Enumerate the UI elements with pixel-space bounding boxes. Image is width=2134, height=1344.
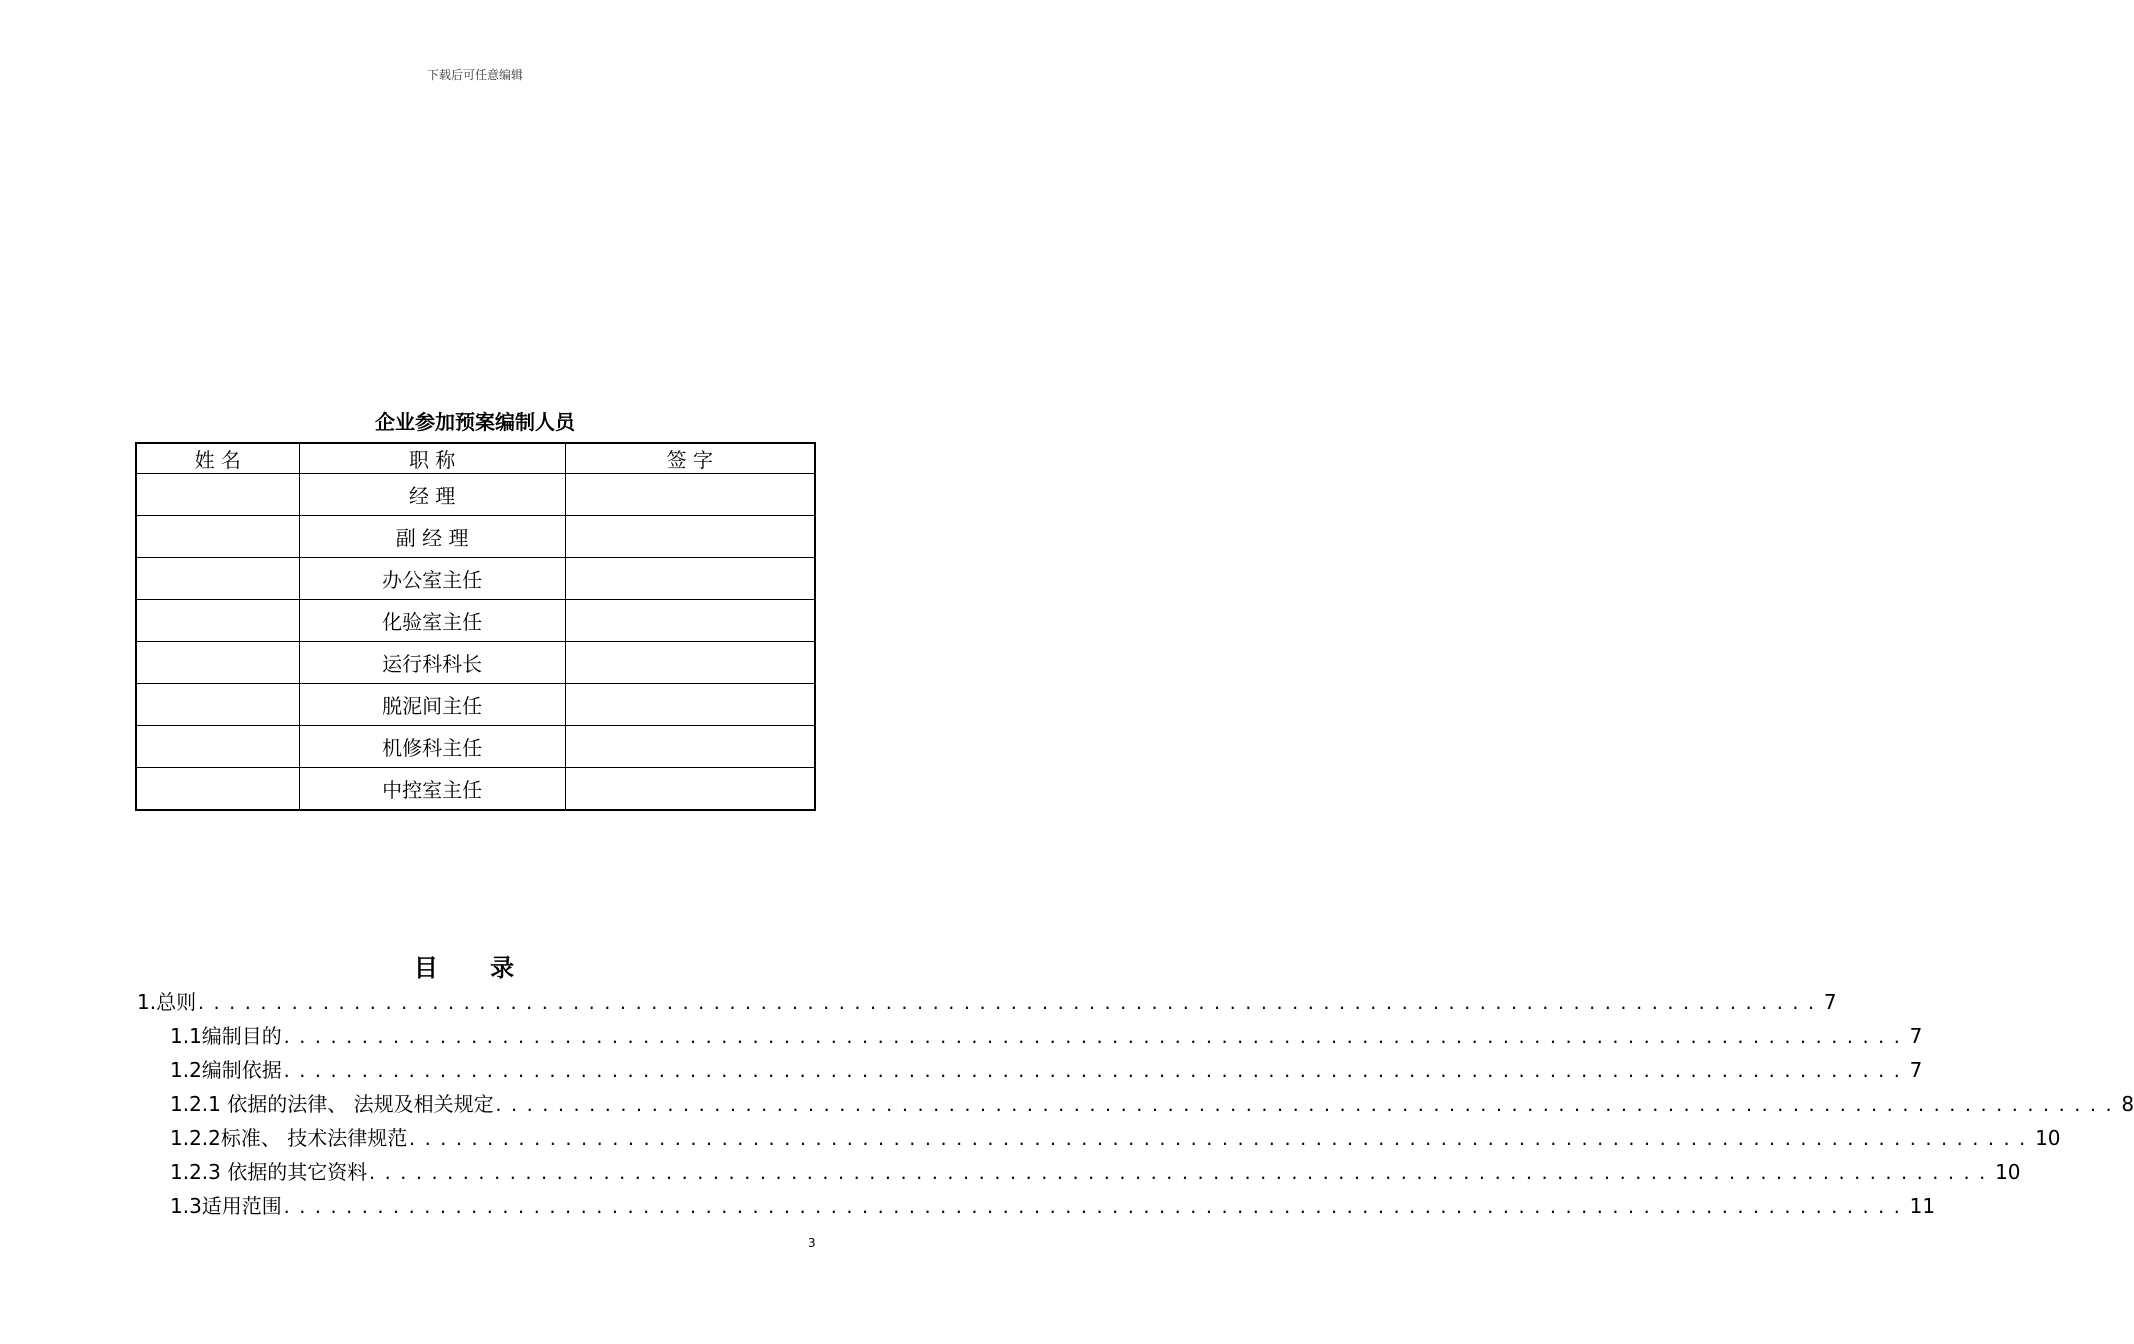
toc-entry[interactable] [170, 1054, 1923, 1084]
name-cell [136, 474, 299, 516]
toc-entry-page: 7 [1909, 1024, 1923, 1048]
title-cell: 脱泥间主任 [299, 684, 565, 726]
sign-cell [565, 600, 815, 642]
name-cell [136, 600, 299, 642]
name-cell [136, 558, 299, 600]
sign-cell [565, 726, 815, 768]
toc-entry-label: 1.2编制依据 [170, 1058, 282, 1082]
name-cell [136, 642, 299, 684]
sign-cell [565, 558, 815, 600]
toc-entry-label: 1.1编制目的 [170, 1024, 282, 1048]
table-row [136, 768, 815, 811]
toc-entry-page: 11 [1909, 1194, 1936, 1218]
staff-table-title: 企业参加预案编制人员 [375, 410, 575, 434]
toc-entry-page: 7 [1823, 990, 1837, 1014]
table-row [136, 642, 815, 684]
name-cell [136, 726, 299, 768]
header-note: 下载后可任意编辑 [426, 68, 523, 82]
title-cell: 经 理 [299, 474, 565, 516]
toc-entry-page: 8 [2121, 1092, 2134, 1116]
sign-cell [565, 642, 815, 684]
sign-cell [565, 474, 815, 516]
toc-entry-label: 1.3适用范围 [170, 1194, 282, 1218]
toc-entry-page: 10 [2035, 1126, 2061, 1150]
header-title: 职 称 [299, 443, 565, 474]
toc-entry[interactable] [137, 986, 1837, 1016]
header-sign: 签 字 [565, 443, 815, 474]
header-name: 姓 名 [136, 443, 299, 474]
table-row [136, 726, 815, 768]
toc-entry-label: 1.2.3 依据的其它资料 [170, 1160, 368, 1184]
name-cell [136, 516, 299, 558]
title-cell: 化验室主任 [299, 600, 565, 642]
toc-leader-dots: ........................................................................................................ [196, 994, 1822, 1013]
table-row [136, 684, 815, 726]
title-cell: 运行科科长 [299, 642, 565, 684]
toc-entry-label: 1.2.2标准、 技术法律规范 [170, 1126, 408, 1150]
toc-leader-dots: ........................................................................................................ [493, 1096, 2120, 1115]
toc-entry[interactable] [170, 1122, 2061, 1152]
title-cell: 机修科主任 [299, 726, 565, 768]
toc-leader-dots: ........................................................................................................ [281, 1028, 1908, 1047]
sign-cell [565, 516, 815, 558]
page-number: 3 [808, 1236, 816, 1250]
toc-entry-page: 7 [1909, 1058, 1923, 1082]
table-row [136, 474, 815, 516]
sign-cell [565, 768, 815, 811]
toc-leader-dots: ........................................................................................................ [281, 1198, 1908, 1217]
title-cell: 副 经 理 [299, 516, 565, 558]
toc-entry-label: 1.2.1 依据的法律、 法规及相关规定 [170, 1092, 494, 1116]
name-cell [136, 768, 299, 811]
toc-entry[interactable] [170, 1020, 1923, 1050]
title-cell: 办公室主任 [299, 558, 565, 600]
toc-title: 目 录 [413, 954, 537, 982]
toc-entry-page: 10 [1995, 1160, 2021, 1184]
toc-entry[interactable] [170, 1190, 1936, 1220]
toc-leader-dots: ........................................................................................................ [281, 1062, 1908, 1081]
sign-cell [565, 684, 815, 726]
toc-entry[interactable] [170, 1156, 2021, 1186]
toc-entry-label: 1.总则 [137, 990, 197, 1014]
table-row [136, 600, 815, 642]
staff-table [135, 442, 816, 811]
toc-entry[interactable] [170, 1088, 2134, 1118]
table-header-row [136, 443, 815, 474]
toc-leader-dots: ........................................................................................................ [367, 1164, 1994, 1183]
table-row [136, 516, 815, 558]
name-cell [136, 684, 299, 726]
toc-leader-dots: ........................................................................................................ [407, 1130, 2034, 1149]
title-cell: 中控室主任 [299, 768, 565, 811]
table-row [136, 558, 815, 600]
